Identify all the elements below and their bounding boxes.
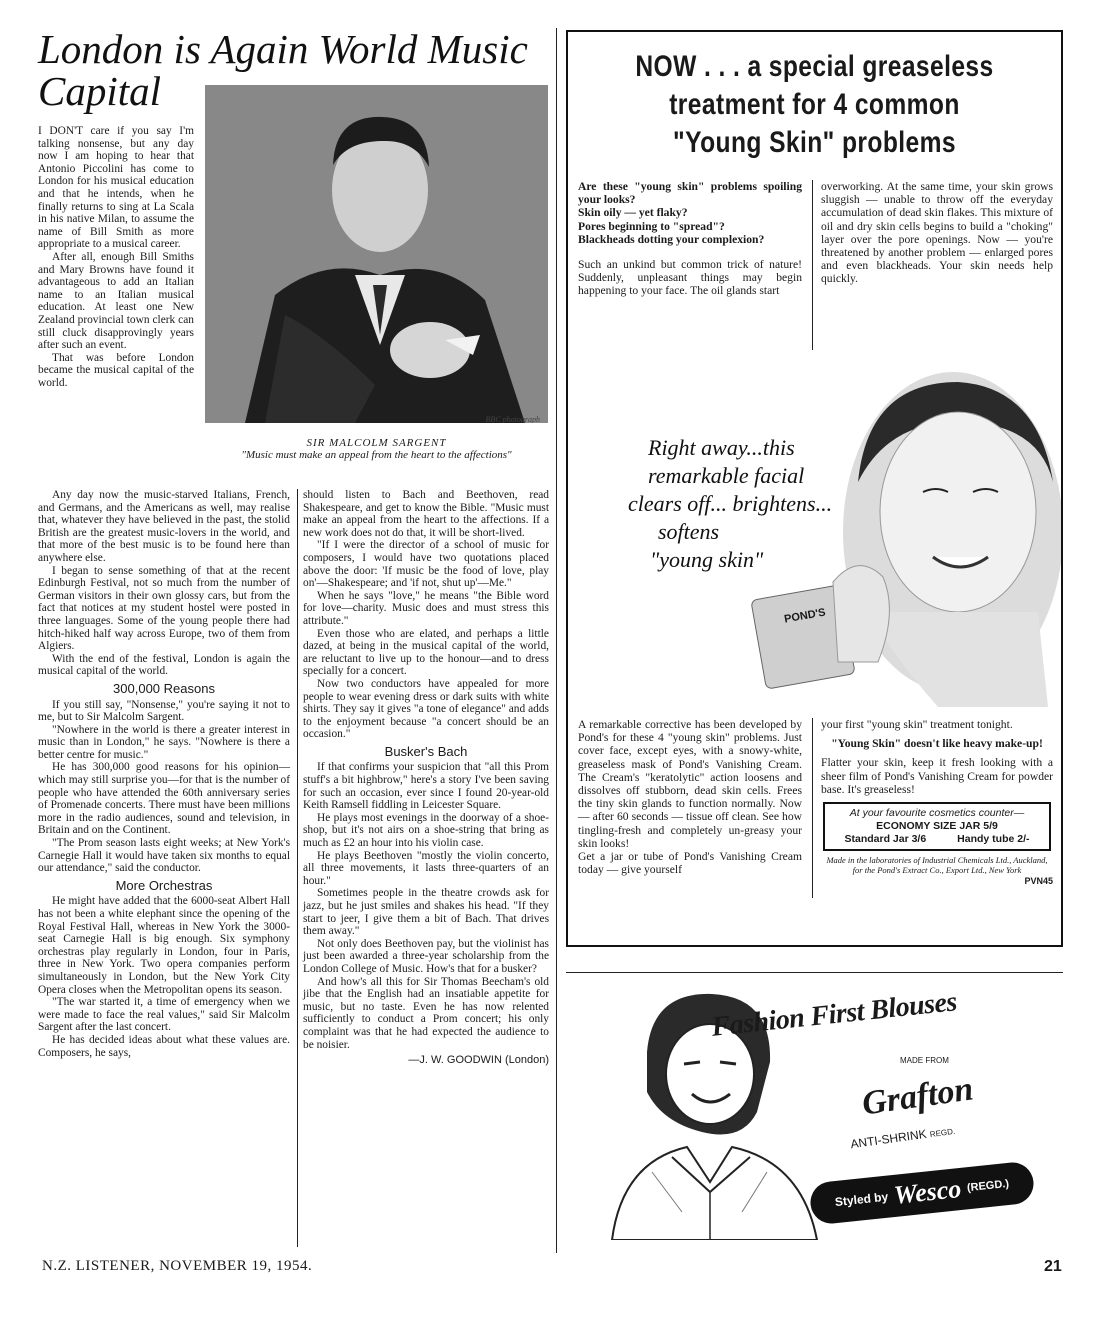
ad-column-rule [812,180,813,350]
para: "The war started it, a time of emergency when we were made to face the real values," said Sir Malcolm Sargent after the last concert. [38,996,290,1034]
ad-column-rule-2 [812,718,813,898]
body-subhead: "Young Skin" doesn't like heavy make-up! [831,737,1043,751]
ad-code: PVN45 [1024,876,1053,887]
article-title-line2: Capital [38,68,162,114]
question: Blackheads dotting your complexion? [578,232,765,246]
question: Skin oily — yet flaky? [578,206,688,220]
para: That was before London became the musical capital of the world. [38,351,194,389]
script-line1: Right away...this [648,435,795,460]
intro-paragraph: Such an unkind but common trick of nature! Suddenly, unpleasant things may begin happening to your face. The oil glands start [578,258,802,298]
script-line2: remarkable facial [648,463,805,488]
intro-paragraph-2: overworking. At the same time, your skin grows sluggish — unable to throw off the everyday accumulation of dead skin flakes. This mixture of oil and dry skin cells begins to build a "choking" layer over the pore openings. Now — you're threatened by another problem — enlarged pores and even blackheads. Your skin needs help quickly. [821,180,1053,286]
para: If that confirms your suspicion that "all this Prom stuff's a bit highbrow," here's a story I've been saving for such an occasion, ever since I found 20-year-old Keith Ramsell fiddling in Leicester Square. [303,761,549,812]
question: Pores beginning to "spread"? [578,219,725,233]
ponds-illustration [568,362,1061,712]
caption-quote: "Music must make an appeal from the heart to the affections" [241,449,512,461]
para: He has 300,000 good reasons for his opinion—which may still surprise you—for that is the number of people who have attended the 60th anniversary series of Promenade concerts. There must have been millions more in the radio audiences, sound and television, in Britain and on the Continent. [38,761,290,837]
photo-caption [205,437,548,461]
script-line3: clears off... brightens... [628,491,833,516]
wesco-logo: Wesco [892,1173,963,1210]
page-divider [556,28,557,1253]
body-paragraph-4: Flatter your skin, keep it fresh looking with a sheer film of Pond's Vanishing Cream for powder base. It's greaseless! [821,756,1053,796]
price-box-line1: At your favourite cosmetics counter— [849,807,1025,820]
article-col2 [303,489,549,1067]
para: Sometimes people in the theatre crowds ask for jazz, but he just smiles and shakes his head. "If they start to jeer, I give them a bit of Bach. That drives them away." [303,887,549,938]
para: I DON'T care if you say I'm talking nonsense, but any day now I am hoping to hear that Antonio Piccolini has come to London for his musical education and that he intends, when he finally returns to sing at La Scala in his native Milan, to assume the name of Bill Smith as more appropriate to a musical career. [38,125,194,251]
grafton-logo: Grafton [859,1070,976,1123]
para: should listen to Bach and Beethoven, read Shakespeare, and get to know the Bible. "Music must make an appeal from the heart to the affections. If a new work does not do that, it will be short-lived. [303,489,549,539]
article-col1-top [38,125,194,389]
page-number: 21 [1044,1258,1062,1275]
subheading-more-orchestras: More Orchestras [115,877,213,893]
para: Any day now the music-starved Italians, French, and Germans, and the Americans as well, may realise that, whatever they have believed in the past, the stolid British are the greatest music-lovers in the world, and that more of the best music is to be found here than anywhere else. [38,489,290,564]
article-col1 [38,489,290,1059]
para: I began to sense something of that at the recent Edinburgh Festival, not so much from the number of German visitors in their own glossy cars, but from the fact that notices at my student hostel were posted in three languages. Some of the young people there had hitch-hiked half way across Europe, two of them from Algiers. [38,564,290,653]
jar-label: POND'S [783,606,827,626]
wesco-badge [808,1160,1035,1225]
publication-footer: N.Z. LISTENER, NOVEMBER 19, 1954. [42,1258,313,1274]
portrait-illustration [205,85,548,423]
article-title-line1: London is Again World Music [38,26,528,72]
para: Now two conductors have appealed for more people to wear evening dress or dark suits with white shirts. They say it gives "a tone of elegance" and adds to the enjoyment because "a concert should be an occasion." [303,677,549,741]
subheading-300000-reasons: 300,000 Reasons [113,680,215,696]
ponds-ad [566,30,1063,947]
para: If you still say, "Nonsense," you're saying it not to me, but to Sir Malcolm Sargent. [38,698,290,724]
para: He might have added that the 6000-seat Albert Hall has not been a white elephant since the opening of the Royal Festival Hall, whereas in New York the 3000-seat Carnegie Hall is big enough. Six symphony orchestras play regularly in London, four in Paris, three in New York. Two opera companies perform simultaneously in London, but the New York City Opera closes when the Metropolitan opens its season. [38,895,290,996]
headline-line1: NOW . . . a special greaseless [635,50,994,83]
para: And how's all this for Sir Thomas Beecham's old jibe that the English had an insatiable appetite for music, but no taste. Even he has now relented sufficiently to conduct a Prom concert; his only complaint was that he had expected the audience to be noisier. [303,975,549,1051]
body-paragraph-2: Get a jar or tube of Pond's Vanishing Cream today — give yourself [578,850,802,877]
para: With the end of the festival, London is again the musical capital of the world. [38,652,290,678]
para: Even those who are elated, and perhaps a little dazed, at being in the musical capital of the world, are reluctant to live up to the honour—and to dress specially for a concert. [303,627,549,678]
para: He plays most evenings in the doorway of a shoe-shop, but it's not airs on a shoe-string that bring as much as £2 an hour into his violin case. [303,811,549,850]
para: He has decided ideas about what these values are. Composers, he says, [38,1033,290,1059]
handy-tube-price: Handy tube 2/- [957,833,1030,846]
caption-name: SIR MALCOLM SARGENT [306,437,447,449]
blouse-title: Fashion First Blouses [710,986,959,1043]
anti-shrink-label [850,1123,956,1152]
styled-by-text: Styled by [834,1189,889,1210]
made-by-note: Made in the laboratories of Industrial Chemicals Ltd., Auckland, for the Pond's Extract Co., Export Ltd., New York [826,855,1048,876]
price-box [823,802,1051,851]
byline: —J. W. GOODWIN (London) [408,1054,549,1067]
body-paragraph: A remarkable corrective has been developed by Pond's for these 4 "young skin" problems. Just cover face, except eyes, with a snowy-white, greaseless mask of Pond's Vanishing Cream. The Cream's "keratolytic" action loosens and dissolves off stubborn, dead skin cells. Frees the tiny skin glands to function normally. Now — after 60 seconds — tissue off clean. See how tingling-fresh and completely un-greasy your skin looks! [578,718,802,850]
photo-credit: BBC photograph [485,415,540,423]
subheading-buskers-bach: Busker's Bach [384,743,468,759]
price-box-line3 [829,833,1045,846]
headline-line3: "Young Skin" problems [673,126,956,159]
ponds-headline [612,48,1016,162]
para: "If I were the director of a school of music for composers, I would have two quotations placed above the door: 'If music be the food of love, play on'—Shakespeare; and 'if not, shut up'—Me." [303,539,549,590]
made-from-label: MADE FROM [900,1056,949,1065]
question: Are these "young skin" problems spoiling your looks? [578,180,802,207]
ad-separator [566,972,1063,973]
price-box-line2: ECONOMY SIZE JAR 5/9 [876,820,998,833]
ponds-script-text [628,434,868,574]
para: After all, enough Bill Smiths and Mary Browns have found it advantageous to add an Italian name to an Italian musical education. At least one New Zealand provincial town clerk can still cluck disapprovingly years after such an event. [38,250,194,352]
script-line4: softens [658,519,720,544]
para: He plays Beethoven "mostly the violin concerto, all three movements, it lasts three-quarters of an hour." [303,849,549,887]
regd-text: REGD. [929,1126,956,1140]
headline-line2: treatment for 4 common [669,88,960,121]
standard-jar-price: Standard Jar 3/6 [844,833,927,846]
ponds-body-right [821,718,1053,888]
para: Not only does Beethoven pay, but the violinist has just been awarded a three-year scholarship from the London College of Music. How's that for a busker? [303,937,549,975]
ponds-intro-left [578,180,802,298]
script-line5: "young skin" [650,547,764,572]
ponds-intro-right [821,180,1053,286]
sargent-photo [205,85,548,423]
ponds-body-left [578,718,802,876]
para: When he says "love," he means "the Bible word for love—charity. Music does and must stress this attribute." [303,589,549,627]
para: "The Prom season lasts eight weeks; at New York's Carnegie Hall it would have taken six months to equal our attendance," said the conductor. [38,837,290,875]
para: "Nowhere in the world is there a greater interest in music than in London," he says. "Nowhere is there a better centre for music." [38,723,290,761]
column-rule [297,489,298,1247]
body-paragraph-3: your first "young skin" treatment tonight. [821,718,1013,731]
anti-shrink-text: ANTI-SHRINK [849,1126,928,1152]
wesco-regd: (REGD.) [966,1177,1010,1195]
blouse-ad [572,982,1062,1242]
